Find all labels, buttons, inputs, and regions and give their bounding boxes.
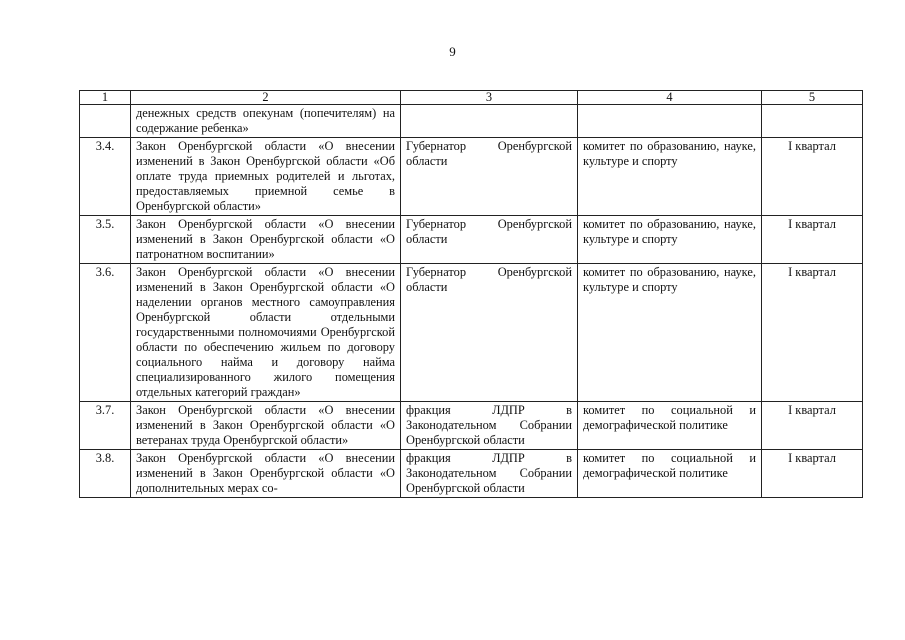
row-number	[80, 105, 131, 138]
initiator	[401, 105, 578, 138]
deadline: I квартал	[762, 138, 863, 216]
law-title: Закон Оренбургской области «О внесении изменений в Закон Оренбургской области «О ветеранах труда Оренбургской области»	[131, 402, 401, 450]
law-title: Закон Оренбургской области «О внесении изменений в Закон Оренбургской области «О патронатном воспитании»	[131, 216, 401, 264]
table-row	[80, 216, 863, 264]
initiator: фракция ЛДПР в Законодательном Собрании Оренбургской области	[401, 450, 578, 498]
responsible-committee	[578, 105, 762, 138]
initiator: фракция ЛДПР в Законодательном Собрании Оренбургской области	[401, 402, 578, 450]
table-row	[80, 264, 863, 402]
table-row	[80, 138, 863, 216]
initiator: Губернатор Оренбургской области	[401, 264, 578, 402]
page-number: 9	[449, 44, 456, 59]
responsible-committee: комитет по социальной и демографической политике	[578, 450, 762, 498]
responsible-committee: комитет по образованию, науке, культуре и спорту	[578, 264, 762, 402]
table-row	[80, 450, 863, 498]
row-number: 3.8.	[80, 450, 131, 498]
row-number: 3.5.	[80, 216, 131, 264]
responsible-committee: комитет по социальной и демографической политике	[578, 402, 762, 450]
row-number: 3.6.	[80, 264, 131, 402]
legislation-plan-table	[79, 90, 863, 498]
deadline	[762, 105, 863, 138]
table-header-row	[80, 91, 863, 105]
deadline: I квартал	[762, 402, 863, 450]
law-title: Закон Оренбургской области «О внесении изменений в Закон Оренбургской области «О наделении органов местного самоуправления Оренбургской области отдельными государственными полномочиями Оренбургской области по обеспечению жильем по договору социального найма и договору найма специализированного жилого помещения отдельных категорий граждан»	[131, 264, 401, 402]
column-header-5: 5	[762, 91, 863, 105]
row-number: 3.4.	[80, 138, 131, 216]
column-header-1: 1	[80, 91, 131, 105]
column-header-2: 2	[131, 91, 401, 105]
row-number: 3.7.	[80, 402, 131, 450]
table-row	[80, 105, 863, 138]
law-title: Закон Оренбургской области «О внесении изменений в Закон Оренбургской области «О дополнительных мерах со-	[131, 450, 401, 498]
law-title: Закон Оренбургской области «О внесении изменений в Закон Оренбургской области «Об оплате труда приемных родителей и льготах, предоставляемых приемной семье в Оренбургской области»	[131, 138, 401, 216]
initiator: Губернатор Оренбургской области	[401, 138, 578, 216]
deadline: I квартал	[762, 216, 863, 264]
deadline: I квартал	[762, 450, 863, 498]
responsible-committee: комитет по образованию, науке, культуре и спорту	[578, 216, 762, 264]
responsible-committee: комитет по образованию, науке, культуре и спорту	[578, 138, 762, 216]
table-row	[80, 402, 863, 450]
deadline: I квартал	[762, 264, 863, 402]
column-header-4: 4	[578, 91, 762, 105]
law-title: денежных средств опекунам (попечителям) на содержание ребенка»	[131, 105, 401, 138]
initiator: Губернатор Оренбургской области	[401, 216, 578, 264]
column-header-3: 3	[401, 91, 578, 105]
